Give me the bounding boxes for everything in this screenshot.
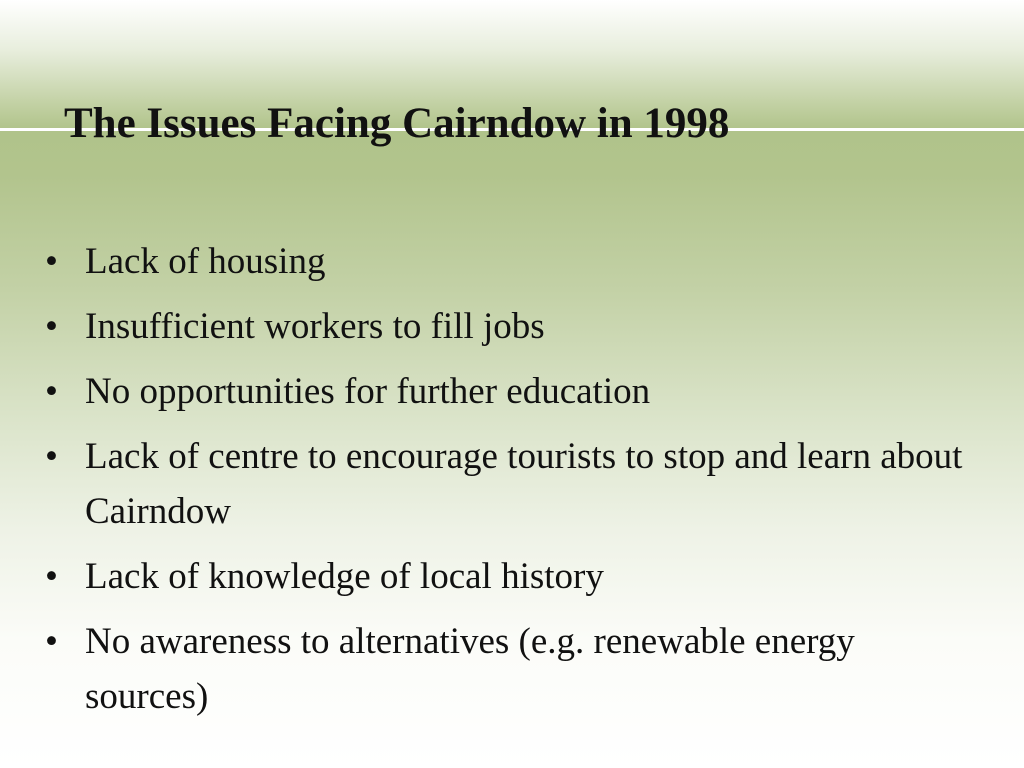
bullet-item: [45, 549, 985, 604]
bullet-text: Lack of housing: [85, 241, 326, 282]
bullet-icon: •: [45, 306, 58, 347]
bullet-item: [45, 364, 985, 419]
bullet-item: [45, 299, 985, 354]
bullet-item: [45, 614, 985, 724]
bullet-icon: •: [45, 371, 58, 412]
bullet-list: [45, 234, 985, 734]
bullet-item: [45, 234, 985, 289]
bullet-icon: •: [45, 241, 58, 282]
slide-title: The Issues Facing Cairndow in 1998: [64, 100, 730, 147]
bullet-icon: •: [45, 436, 58, 477]
bullet-text: No awareness to alternatives (e.g. renewable energy sources): [85, 621, 855, 717]
bullet-icon: •: [45, 621, 58, 662]
bullet-icon: •: [45, 556, 58, 597]
bullet-item: [45, 429, 985, 539]
bullet-text: Lack of knowledge of local history: [85, 556, 604, 597]
bullet-text: Insufficient workers to fill jobs: [85, 306, 545, 347]
bullet-text: Lack of centre to encourage tourists to stop and learn about Cairndow: [85, 436, 963, 532]
bullet-text: No opportunities for further education: [85, 371, 651, 412]
